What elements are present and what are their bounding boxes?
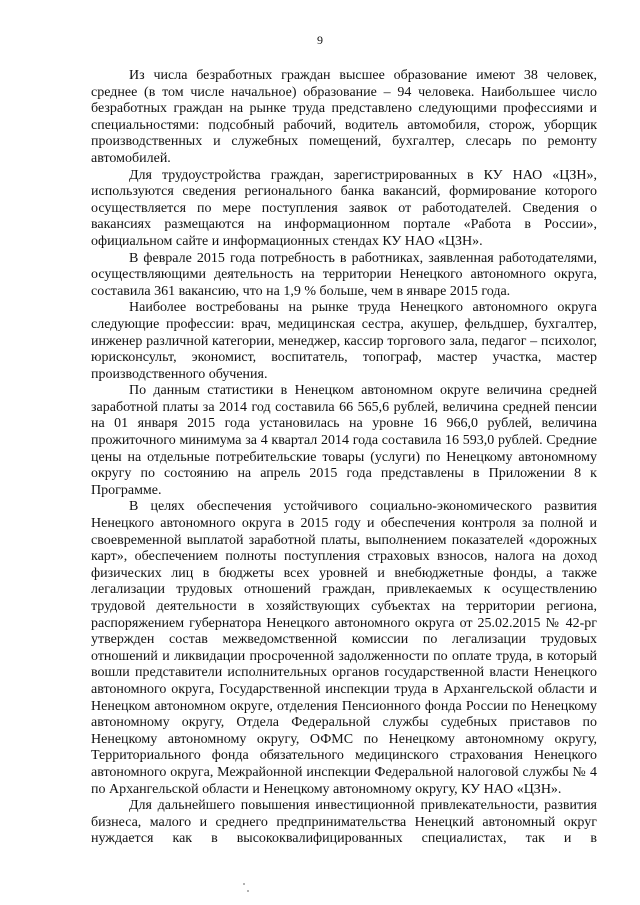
paragraph-february-demand: В феврале 2015 года потребность в работниках, заявленная работодателями, осуществляющими деятельность на территории Ненецкого автономного округа, составила 361 вакансию, что на 1,9 % больше, чем в январе 2015 года. (91, 250, 597, 299)
body-text (91, 68, 597, 848)
paragraph-demanded-professions: Наиболее востребованы на рынке труда Ненецкого автономного округа следующие профессии: врач, медицинская сестра, акушер, фельдшер, бухгалтер, инженер различной категории, менеджер, кассир торгового зала, педагог – психолог, юрисконсульт, экономист, воспитатель, топограф, мастер участка, мастер производственного обучения. (91, 300, 597, 382)
paragraph-commission: В целях обеспечения устойчивого социально-экономического развития Ненецкого автономного округа в 2015 году и обеспечения контроля за полной и своевременной выплатой заработной платы, выполнением показателей «дорожных карт», обеспечением полноты поступления страховых взносов, налога на доход физических лиц в бюджеты всех уровней и внебюджетные фонды, а также легализации трудовых отношений граждан, привлекаемых к осуществлению трудовой деятельности в хозяйствующих субъектах на территории региона, распоряжением губернатора Ненецкого автономного округа от 25.02.2015 № 42-рг утвержден состав межведомственной комиссии по легализации трудовых отношений и ликвидации просроченной задолженности по оплате труда, в который вошли представители исполнительных органов государственной власти Ненецкого автономного округа, Государственной инспекции труда в Архангельской области и Ненецком автономном округе, отделения Пенсионного фонда России по Ненецкому автономному округу, Отдела Федеральной службы судебных приставов по Ненецкому автономному округу, ОФМС по Ненецкому автономному округу, Территориального фонда обязательного медицинского страхования Ненецкого автономного округа, Межрайонной инспекции Федеральной налоговой службы № 4 по Архангельской области и Ненецкому автономному округу, КУ НАО «ЦЗН». (91, 499, 597, 797)
paragraph-unemployed-education: Из числа безработных граждан высшее образование имеют 38 человек, среднее (в том числе начальное) образование – 94 человека. Наибольшее число безработных граждан на рынке труда представлено следующими профессиями и специальностями: подсобный рабочий, водитель автомобиля, сторож, уборщик производственных и служебных помещений, бухгалтер, слесарь по ремонту автомобилей. (91, 68, 597, 166)
page-number: 9 (317, 33, 323, 47)
paragraph-statistics: По данным статистики в Ненецком автономном округе величина средней заработной платы за 2014 год составила 66 565,6 рублей, величина средней пенсии на 01 января 2015 года установилась на уровне 16 966,0 рублей, величина прожиточного минимума за 4 квартал 2014 года составила 16 593,0 рублей. Средние цены на отдельные потребительские товары (услуги) по Ненецкому автономному округу по состоянию на апрель 2015 года представлены в Приложении 8 к Программе. (91, 383, 597, 498)
scan-speck (243, 883, 245, 885)
scan-speck (247, 890, 249, 892)
paragraph-vacancy-bank: Для трудоустройства граждан, зарегистрированных в КУ НАО «ЦЗН», используются сведения регионального банка вакансий, формирование которого осуществляется по мере поступления заявок от работодателей. Сведения о вакансиях размещаются на информационном портале «Работа в России», официальном сайте и информационных стендах КУ НАО «ЦЗН». (91, 167, 597, 249)
paragraph-investment: Для дальнейшего повышения инвестиционной привлекательности, развития бизнеса, малого и среднего предпринимательства Ненецкий автономный округ нуждается как в высококвалифицированных специалистах, так и в (91, 798, 597, 847)
